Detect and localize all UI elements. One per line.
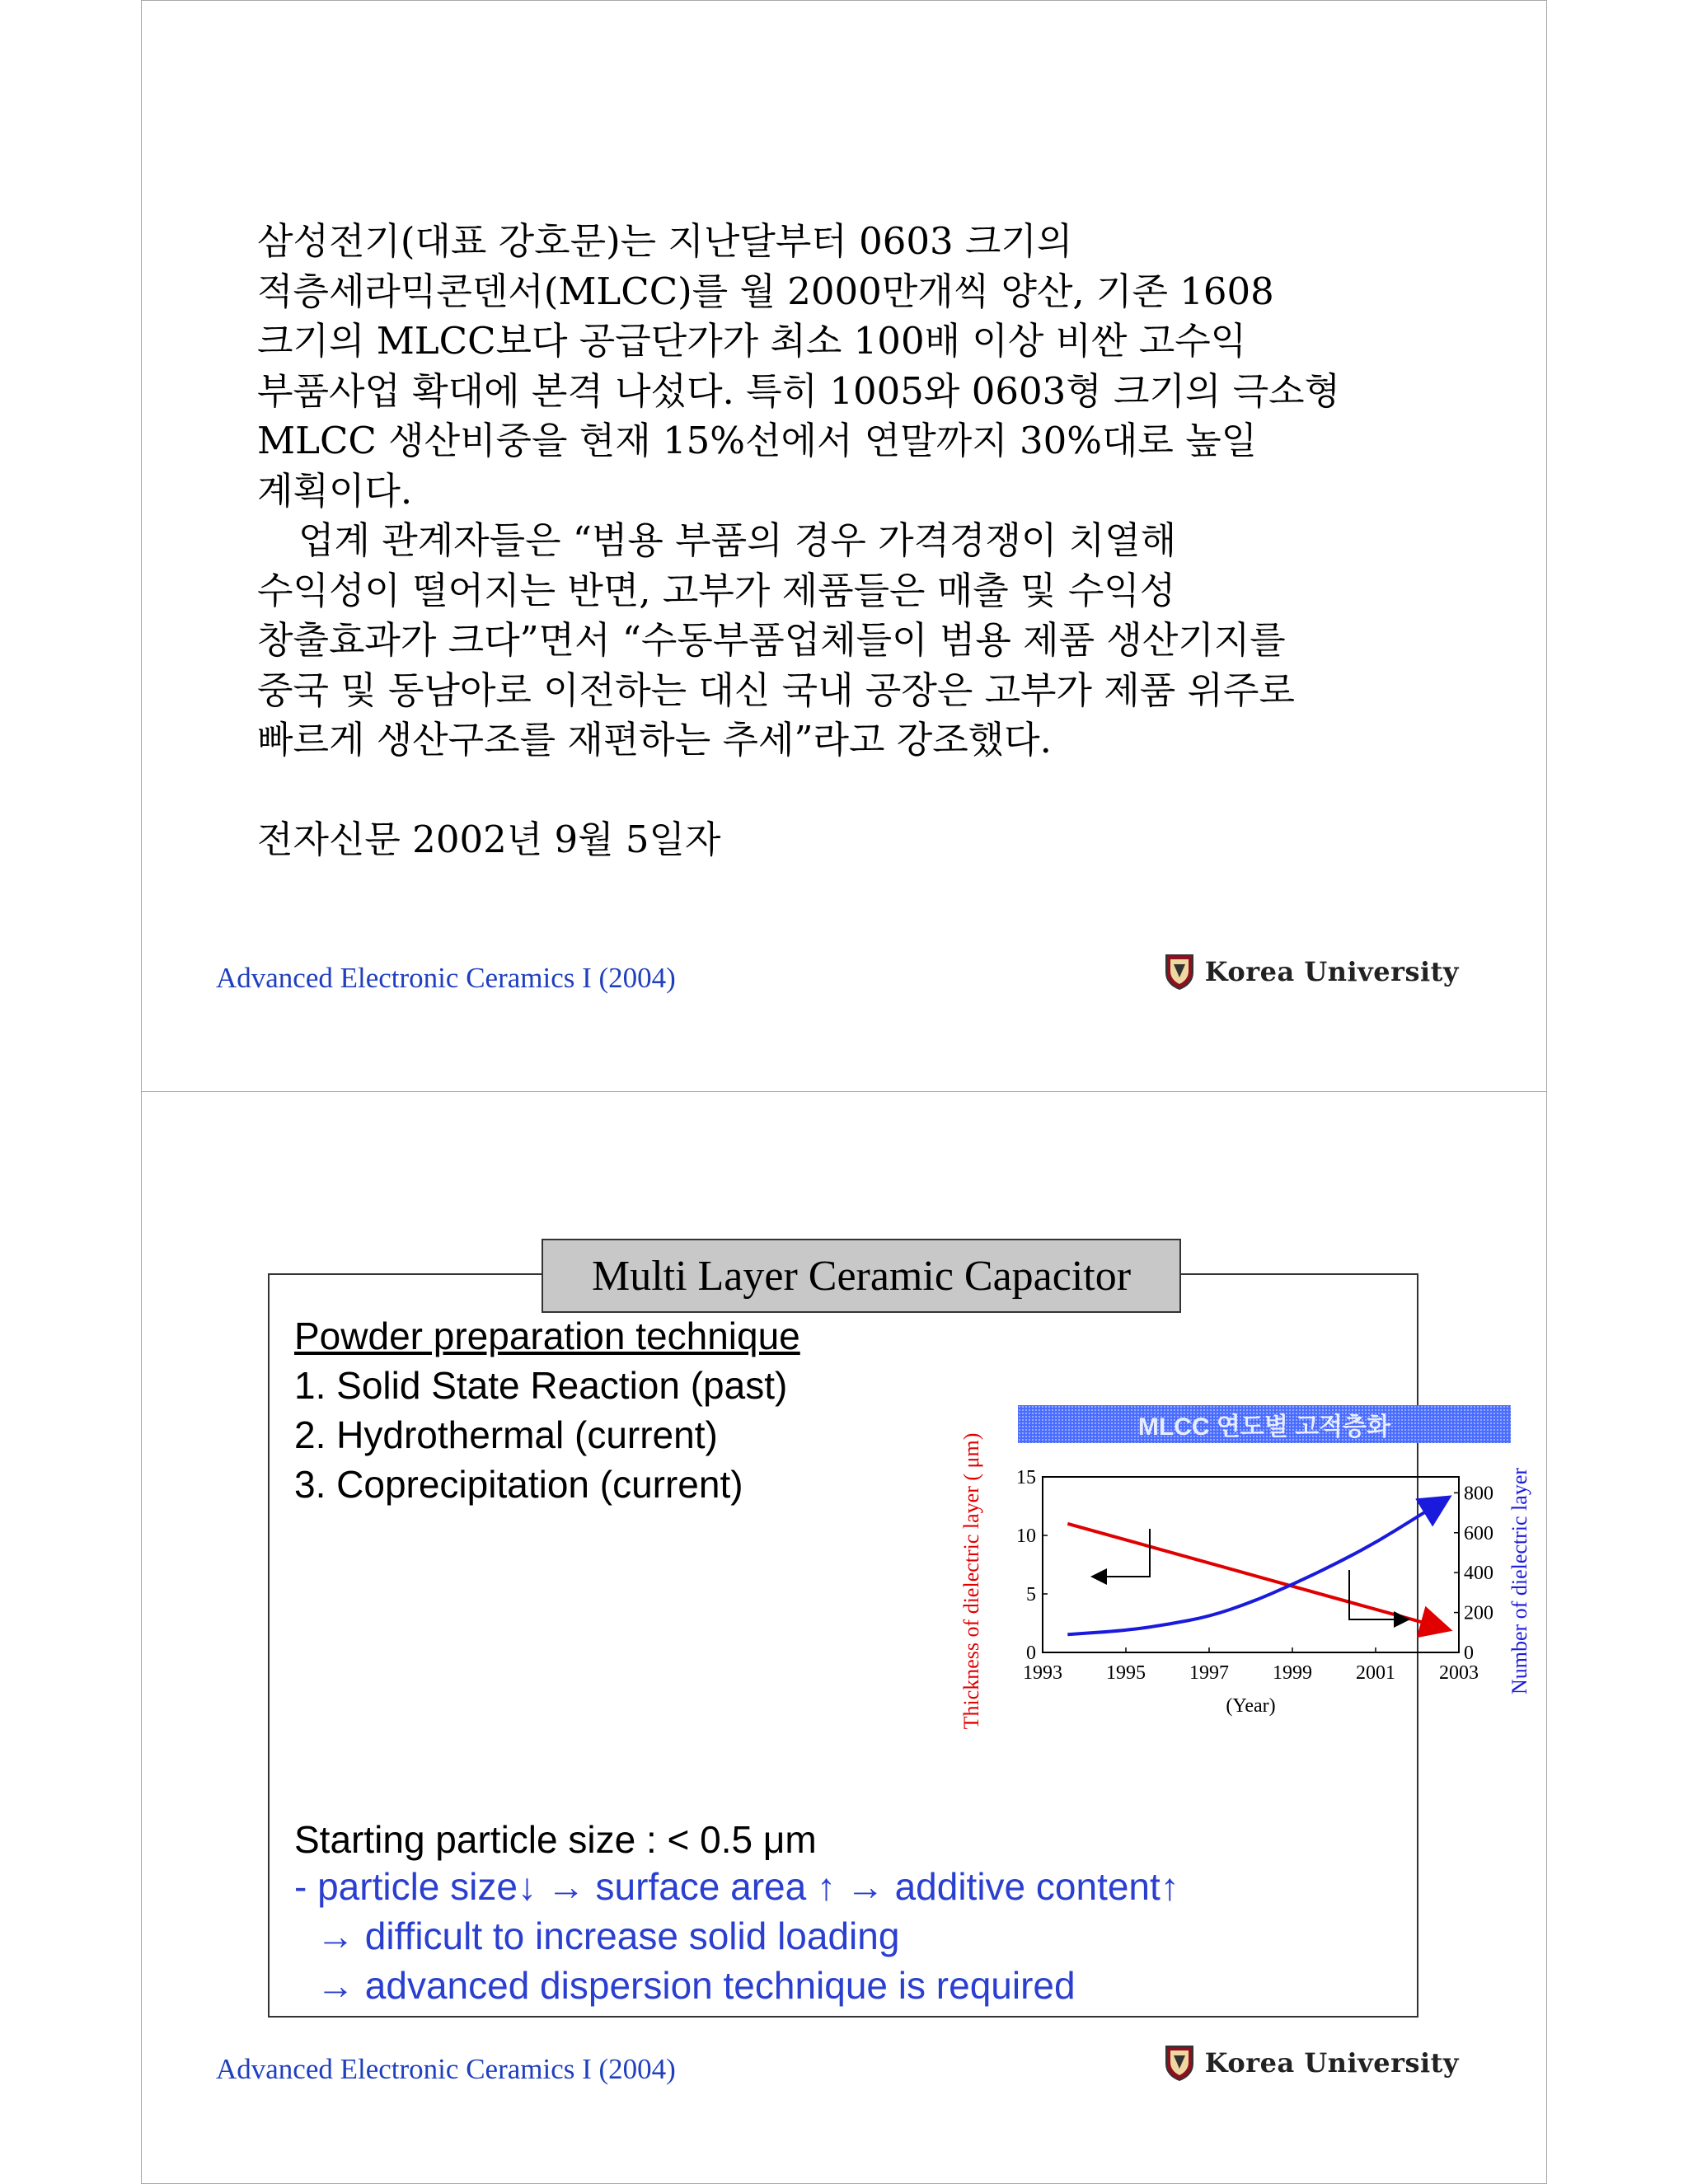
y-left-tick-label: 10 xyxy=(1016,1526,1036,1547)
y-right-tick-label: 0 xyxy=(1464,1643,1474,1664)
slide-title: Multi Layer Ceramic Capacitor xyxy=(542,1239,1181,1313)
y-right-tick-label: 400 xyxy=(1464,1563,1493,1585)
chart-title: MLCC 연도별 고적층화 xyxy=(1018,1405,1511,1443)
article-line: 적층세라믹콘덴서(MLCC)를 월 2000만개씩 양산, 기존 1608 xyxy=(257,269,1274,313)
y-left-axis-label: Thickness of dielectric layer ( μm) xyxy=(959,1432,983,1730)
article-line: 중국 및 동남아로 이전하는 대신 국내 공장은 고부가 제품 위주로 xyxy=(257,668,1295,712)
mlcc-chart xyxy=(809,1405,1551,1801)
slide-2 xyxy=(141,1091,1547,2184)
article-source: 전자신문 2002년 9월 5일자 xyxy=(257,817,721,861)
right-axis-pointer-arrow xyxy=(1349,1570,1407,1619)
x-tick-label: 1995 xyxy=(1106,1662,1146,1684)
article-line: 부품사업 확대에 본격 나섰다. 특히 1005와 0603형 크기의 극소형 xyxy=(257,368,1341,413)
article-line: 크기의 MLCC보다 공급단가가 최소 100배 이상 비싼 고수익 xyxy=(257,319,1247,363)
y-left-tick-label: 15 xyxy=(1016,1467,1036,1488)
y-left-tick-label: 0 xyxy=(1026,1643,1036,1664)
shield-icon xyxy=(1164,953,1195,991)
plot-frame xyxy=(1043,1477,1459,1652)
x-tick-label: 1999 xyxy=(1273,1662,1312,1684)
article-text xyxy=(257,217,1493,865)
x-tick-label: 2001 xyxy=(1356,1662,1395,1684)
shield-icon xyxy=(1164,2044,1195,2082)
article-line: 삼성전기(대표 강호문)는 지난달부터 0603 크기의 xyxy=(257,219,1073,263)
university-logo xyxy=(1164,2044,1459,2082)
university-logo xyxy=(1164,953,1459,991)
y-right-axis-label: Number of dielectric layer xyxy=(1507,1467,1531,1695)
left-axis-pointer-arrow xyxy=(1094,1529,1150,1577)
y-right-tick-label: 200 xyxy=(1464,1602,1493,1624)
course-footer: Advanced Electronic Ceramics I (2004) xyxy=(216,962,676,994)
bullet-solid-loading: → difficult to increase solid loading xyxy=(316,1915,900,1957)
article-line: 업계 관계자들은 “범용 부품의 경우 가격경쟁이 치열해 xyxy=(298,518,1177,562)
starting-particle-size: Starting particle size : < 0.5 μm xyxy=(294,1818,817,1861)
logo-text: Korea University xyxy=(1204,2047,1459,2079)
y-left-tick-label: 5 xyxy=(1026,1584,1036,1605)
y-right-tick-label: 800 xyxy=(1464,1483,1493,1505)
article-line: 빠르게 생산구조를 재편하는 추세”라고 강조했다. xyxy=(257,718,1052,762)
list-item: 3. Coprecipitation (current) xyxy=(294,1463,743,1506)
course-footer: Advanced Electronic Ceramics I (2004) xyxy=(216,2053,676,2085)
x-tick-label: 1993 xyxy=(1023,1662,1062,1684)
slide-1 xyxy=(141,0,1547,1093)
x-tick-label: 2003 xyxy=(1439,1662,1479,1684)
chart-plot xyxy=(809,1405,1551,1801)
bullet-particle-size: - particle size↓ → surface area ↑ → additive content↑ xyxy=(294,1865,1179,1908)
article-line: MLCC 생산비중을 현재 15%선에서 연말까지 30%대로 높일 xyxy=(257,419,1258,462)
section-heading: Powder preparation technique xyxy=(294,1315,800,1357)
article-line: 수익성이 떨어지는 반면, 고부가 제품들은 매출 및 수익성 xyxy=(257,568,1176,612)
article-line: 계획이다. xyxy=(257,468,413,513)
logo-text: Korea University xyxy=(1204,956,1459,987)
list-item: 1. Solid State Reaction (past) xyxy=(294,1364,788,1407)
x-tick-label: 1997 xyxy=(1189,1662,1229,1684)
y-right-tick-label: 600 xyxy=(1464,1522,1493,1544)
article-line: 창출효과가 크다”면서 “수동부품업체들이 범용 제품 생산기지를 xyxy=(257,618,1286,662)
list-item: 2. Hydrothermal (current) xyxy=(294,1413,718,1456)
bullet-dispersion: → advanced dispersion technique is required xyxy=(316,1964,1076,2007)
x-axis-label: (Year) xyxy=(1226,1695,1276,1717)
